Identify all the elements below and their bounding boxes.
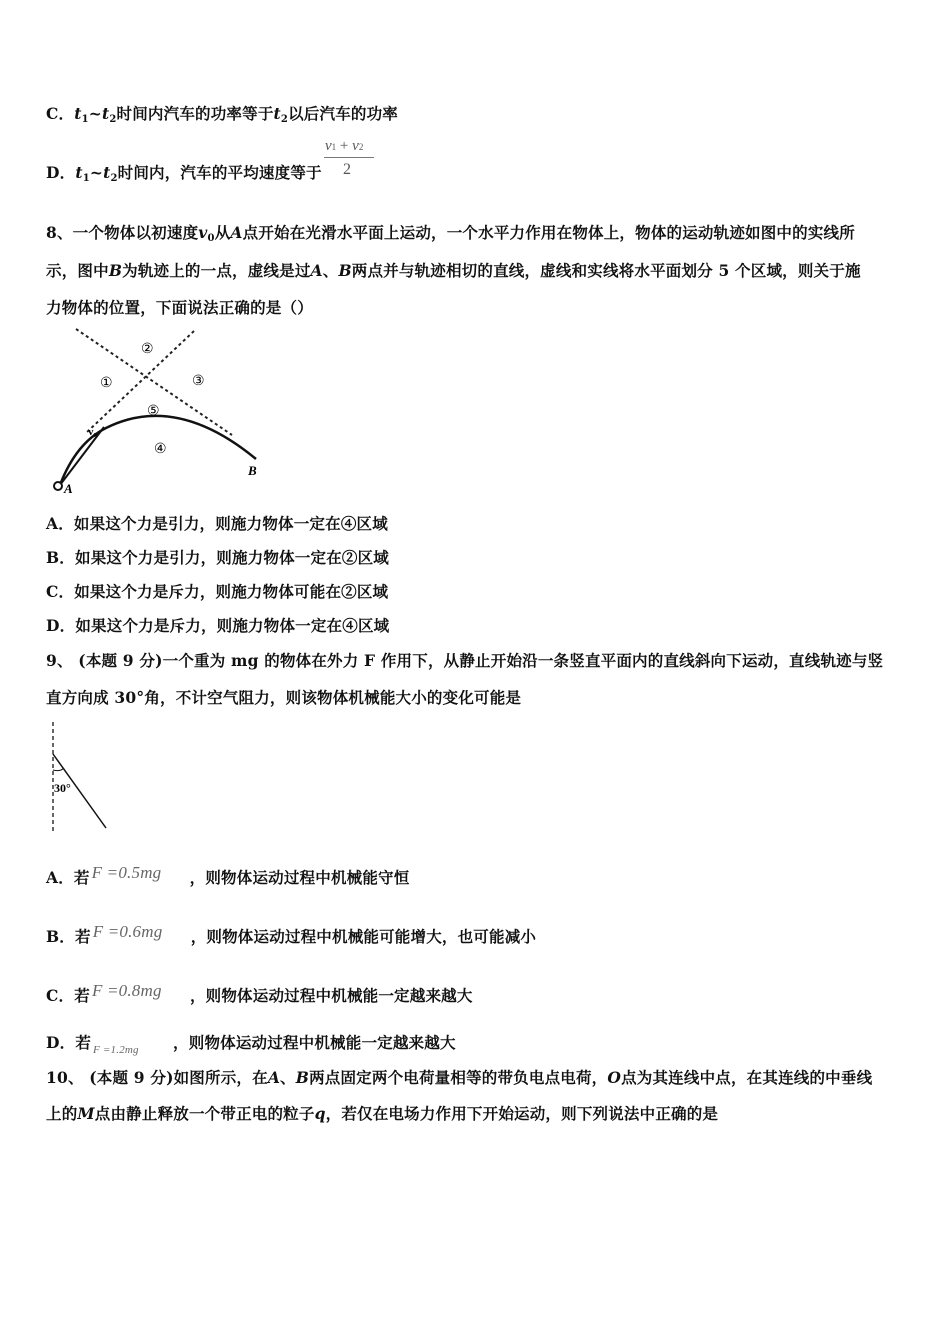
- q8-stem-line-1: 8、一个物体以初速度$v_0$从A点开始在光滑水平面上运动，一个水平力作用在物体上，物体的运动轨迹如图中的实线所: [46, 223, 855, 244]
- q8-option-c: C．如果这个力是斥力，则施力物体可能在②区域: [46, 582, 389, 601]
- angle-label: 30°: [54, 781, 71, 795]
- q7-option-d: D．$t_1\sim t_2$时间内，汽车的平均速度等于: [46, 163, 322, 184]
- q7-option-c: C．$t_1\sim t_2$时间内汽车的功率等于$t_2$以后汽车的功率: [46, 104, 398, 125]
- q8-stem-line-3: 力物体的位置，下面说法正确的是（）: [46, 298, 313, 317]
- q9-incline-figure: [46, 718, 112, 836]
- q7-fraction-numerator: v1 + v2: [325, 138, 364, 154]
- region-5: ⑤: [147, 404, 160, 419]
- point-a-marker: [54, 482, 62, 490]
- q8-trajectory-figure: [46, 323, 266, 495]
- q7-fraction-denominator: 2: [343, 161, 351, 178]
- label-b: B: [248, 463, 257, 478]
- q9-option-d: D．若 F =1.2mg ，则物体运动过程中机械能一定越来越大: [46, 1033, 456, 1056]
- region-3: ③: [192, 374, 205, 389]
- q9-stem-line-2: 直方向成 30°角，不计空气阻力，则该物体机械能大小的变化可能是: [46, 688, 522, 707]
- q10-stem-line-1: 10、 (本题 9 分)如图所示，在A、B两点固定两个电荷量相等的带负电点电荷，O点为其连线中点，在其连线的中垂线: [46, 1068, 873, 1087]
- region-1: ①: [100, 376, 113, 391]
- q9-option-c: C．若 F =0.8mg ，则物体运动过程中机械能一定越来越大: [46, 981, 473, 1005]
- q8-option-b: B．如果这个力是引力，则施力物体一定在②区域: [46, 548, 390, 567]
- q8-stem-line-2: 示，图中B为轨迹上的一点，虚线是过A、B两点并与轨迹相切的直线，虚线和实线将水平面划分 5 个区域，则关于施: [46, 261, 861, 280]
- angle-arc: [53, 768, 64, 771]
- q9-option-a: A．若 F =0.5mg ，则物体运动过程中机械能守恒: [46, 863, 410, 887]
- initial-velocity-arrow: [60, 427, 104, 485]
- label-v0: v₀: [88, 426, 97, 438]
- region-2: ②: [141, 342, 154, 357]
- q9-option-b: B．若 F =0.6mg ，则物体运动过程中机械能可能增大，也可能减小: [46, 922, 537, 946]
- q10-stem-line-2: 上的M点由静止释放一个带正电的粒子q，若仅在电场力作用下开始运动，则下列说法中正确的是: [46, 1104, 719, 1123]
- q8-option-d: D．如果这个力是斥力，则施力物体一定在④区域: [46, 616, 390, 635]
- label-a: A: [64, 481, 73, 495]
- q9-stem-line-1: 9、 (本题 9 分)一个重为 mg 的物体在外力 F 作用下，从静止开始沿一条竖直平面内的直线斜向下运动，直线轨迹与竖: [46, 651, 884, 670]
- region-4: ④: [154, 442, 167, 457]
- q8-option-a: A．如果这个力是引力，则施力物体一定在④区域: [46, 514, 388, 533]
- q7-fraction-bar: [324, 157, 374, 158]
